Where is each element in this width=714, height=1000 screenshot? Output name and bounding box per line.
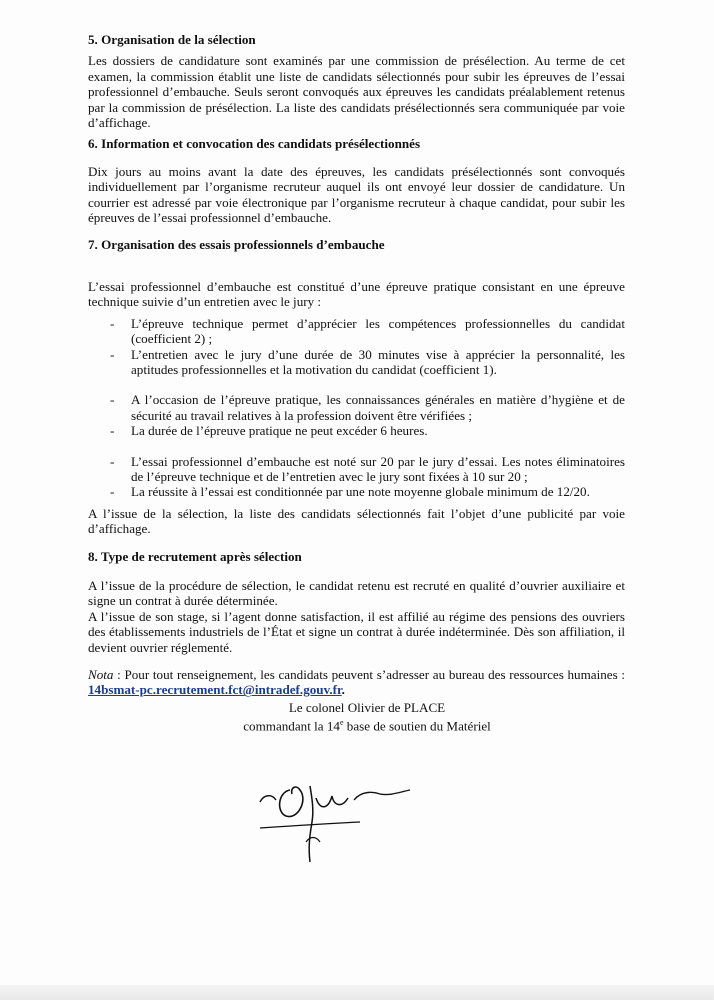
section-6-title: 6. Information et convocation des candidats présélectionnés: [88, 136, 421, 152]
section-8-paragraph-2: A l’issue de son stage, si l’agent donne satisfaction, il est affilié au régime des pensions des ouvriers des établissements industriels de l’État et signe un contrat à durée indéterminée. Dès son affiliation, il devient ouvrier réglementé.: [88, 608, 625, 655]
section-7-title: 7. Organisation des essais professionnels d’embauche: [88, 237, 385, 253]
section-8-paragraph-1: A l’issue de la procédure de sélection, le candidat retenu est recruté en qualité d’ouvrier auxiliaire et signe un contrat à durée déterminée.: [88, 577, 625, 609]
signature-stroke: [260, 822, 360, 828]
page-bottom-edge: [0, 985, 714, 1000]
signature-stroke: [354, 790, 410, 800]
nota-label: Nota: [88, 667, 114, 682]
nota-text: : Pour tout renseignement, les candidats peuvent s’adresser au bureau des ressources humaines :: [113, 667, 625, 682]
section-6-body: Dix jours au moins avant la date des épreuves, les candidats présélectionnés sont convoqués individuellement par l’organisme recruteur auquel ils ont envoyé leur dossier de candidature. Un courrier est adressé par voie électronique par l’organisme recruteur à chaque candidat, pour subir les épreuves de l’essai professionnel d’embauche.: [88, 163, 625, 226]
hr-email-link[interactable]: 14bsmat-pc.recrutement.fct@intradef.gouv.fr: [88, 682, 342, 698]
signature-stroke: [280, 787, 303, 816]
signature-stroke: [260, 796, 276, 802]
role-superscript: e: [339, 718, 344, 728]
list-item: - La réussite à l’essai est conditionnée par une note moyenne globale minimum de 12/20.: [88, 484, 625, 499]
handwritten-signature: [250, 770, 430, 870]
section-7-outro: A l’issue de la sélection, la liste des candidats sélectionnés fait l’objet d’une publicité par voie d’affichage.: [88, 505, 625, 537]
list-item: - La durée de l’épreuve pratique ne peut excéder 6 heures.: [88, 423, 625, 438]
list-item: - L’entretien avec le jury d’une durée de 30 minutes vise à apprécier la personnalité, les aptitudes professionnelles et la motivation du candidat (coefficient 1).: [88, 347, 625, 378]
signature-block: [0, 700, 714, 734]
section-5-title: 5. Organisation de la sélection: [88, 32, 256, 47]
signatory-name: Le colonel Olivier de PLACE: [288, 700, 446, 715]
signature-stroke: [309, 786, 313, 862]
section-7-list-3: [88, 454, 625, 500]
list-item: - A l’occasion de l’épreuve pratique, les connaissances générales en matière d’hygiène et de sécurité au travail relatives à la profession doivent être vérifiées ;: [88, 392, 625, 423]
section-7-list-2: [88, 392, 625, 438]
section-7-intro: L’essai professionnel d’embauche est constitué d’une épreuve pratique consistant en une épreuve technique suivie d’un entretien avec le jury :: [88, 278, 625, 310]
role-text-end: base de soutien du Matériel: [343, 718, 491, 734]
role-text: commandant la 14: [243, 718, 340, 734]
list-item: - L’épreuve technique permet d’apprécier les compétences professionnelles du candidat (coefficient 2) ;: [88, 316, 625, 347]
section-8-title: 8. Type de recrutement après sélection: [88, 548, 302, 564]
section-7-list-1: [88, 316, 625, 378]
section-5-body: Les dossiers de candidature sont examinés par une commission de présélection. Au terme de cet examen, la commission établit une liste de candidats sélectionnés pour subir les épreuves de l’essai professionnel d’embauche. Seuls seront convoqués aux épreuves les candidats préalablement retenus par la commission de présélection. La liste des candidats présélectionnés sera communiquée par voie d’affichage.: [88, 53, 625, 131]
document-body: [88, 30, 625, 698]
signature-stroke: [306, 838, 320, 843]
nota-end: .: [341, 682, 345, 698]
list-item: - L’essai professionnel d’embauche est noté sur 20 par le jury d’essai. Les notes éliminatoires de l’épreuve technique et de l’entretien avec le jury sont fixées à 10 sur 20 ;: [88, 454, 625, 485]
nota-paragraph: [88, 667, 625, 698]
signatory-role: [0, 715, 714, 734]
signature-stroke: [316, 796, 348, 807]
